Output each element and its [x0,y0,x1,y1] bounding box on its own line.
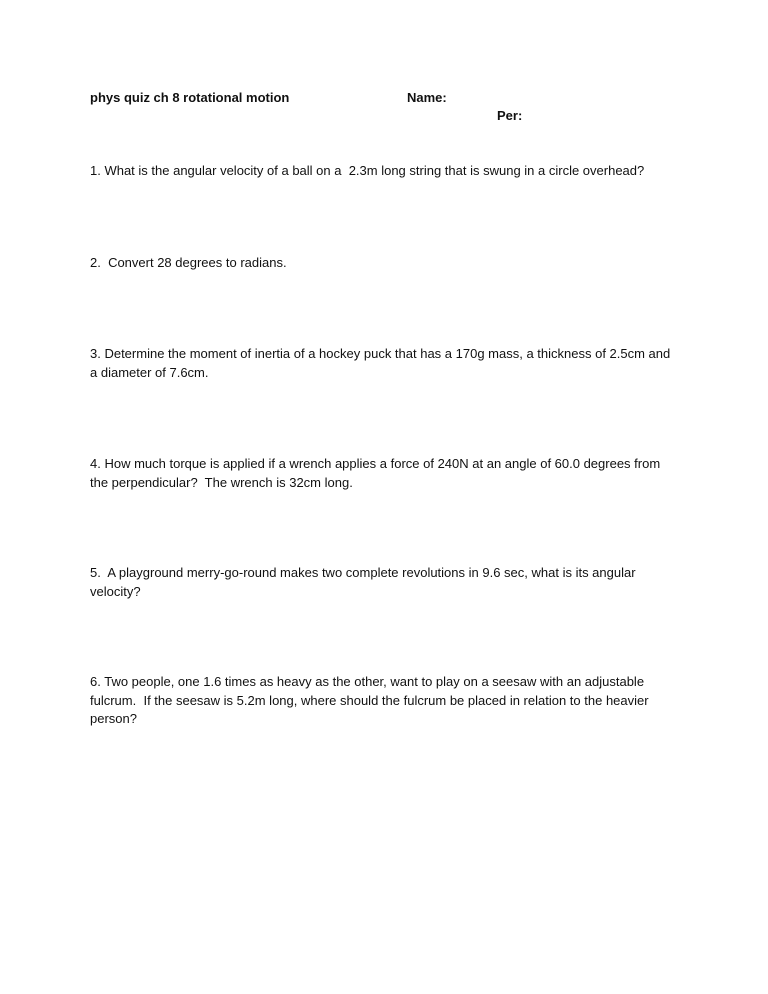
question-6: 6. Two people, one 1.6 times as heavy as the other, want to play on a seesaw with an adjustable fulcrum. If the seesaw is 5.2m long, where should the fulcrum be placed in relation to the heavier person? [90,674,653,726]
question-3: 3. Determine the moment of inertia of a hockey puck that has a 170g mass, a thickness of 2.5cm and a diameter of 7.6cm. [90,346,674,380]
question-4: 4. How much torque is applied if a wrench applies a force of 240N at an angle of 60.0 degrees from the perpendicular? The wrench is 32cm long. [90,456,664,490]
name-label: Name: [407,90,447,105]
period-label: Per: [497,108,523,123]
quiz-title: phys quiz ch 8 rotational motion [90,90,290,105]
question-2: 2. Convert 28 degrees to radians. [90,255,287,270]
question-5: 5. A playground merry-go-round makes two complete revolutions in 9.6 sec, what is its angular velocity? [90,565,640,599]
question-1: 1. What is the angular velocity of a ball on a 2.3m long string that is swung in a circle overhead? [90,163,645,178]
